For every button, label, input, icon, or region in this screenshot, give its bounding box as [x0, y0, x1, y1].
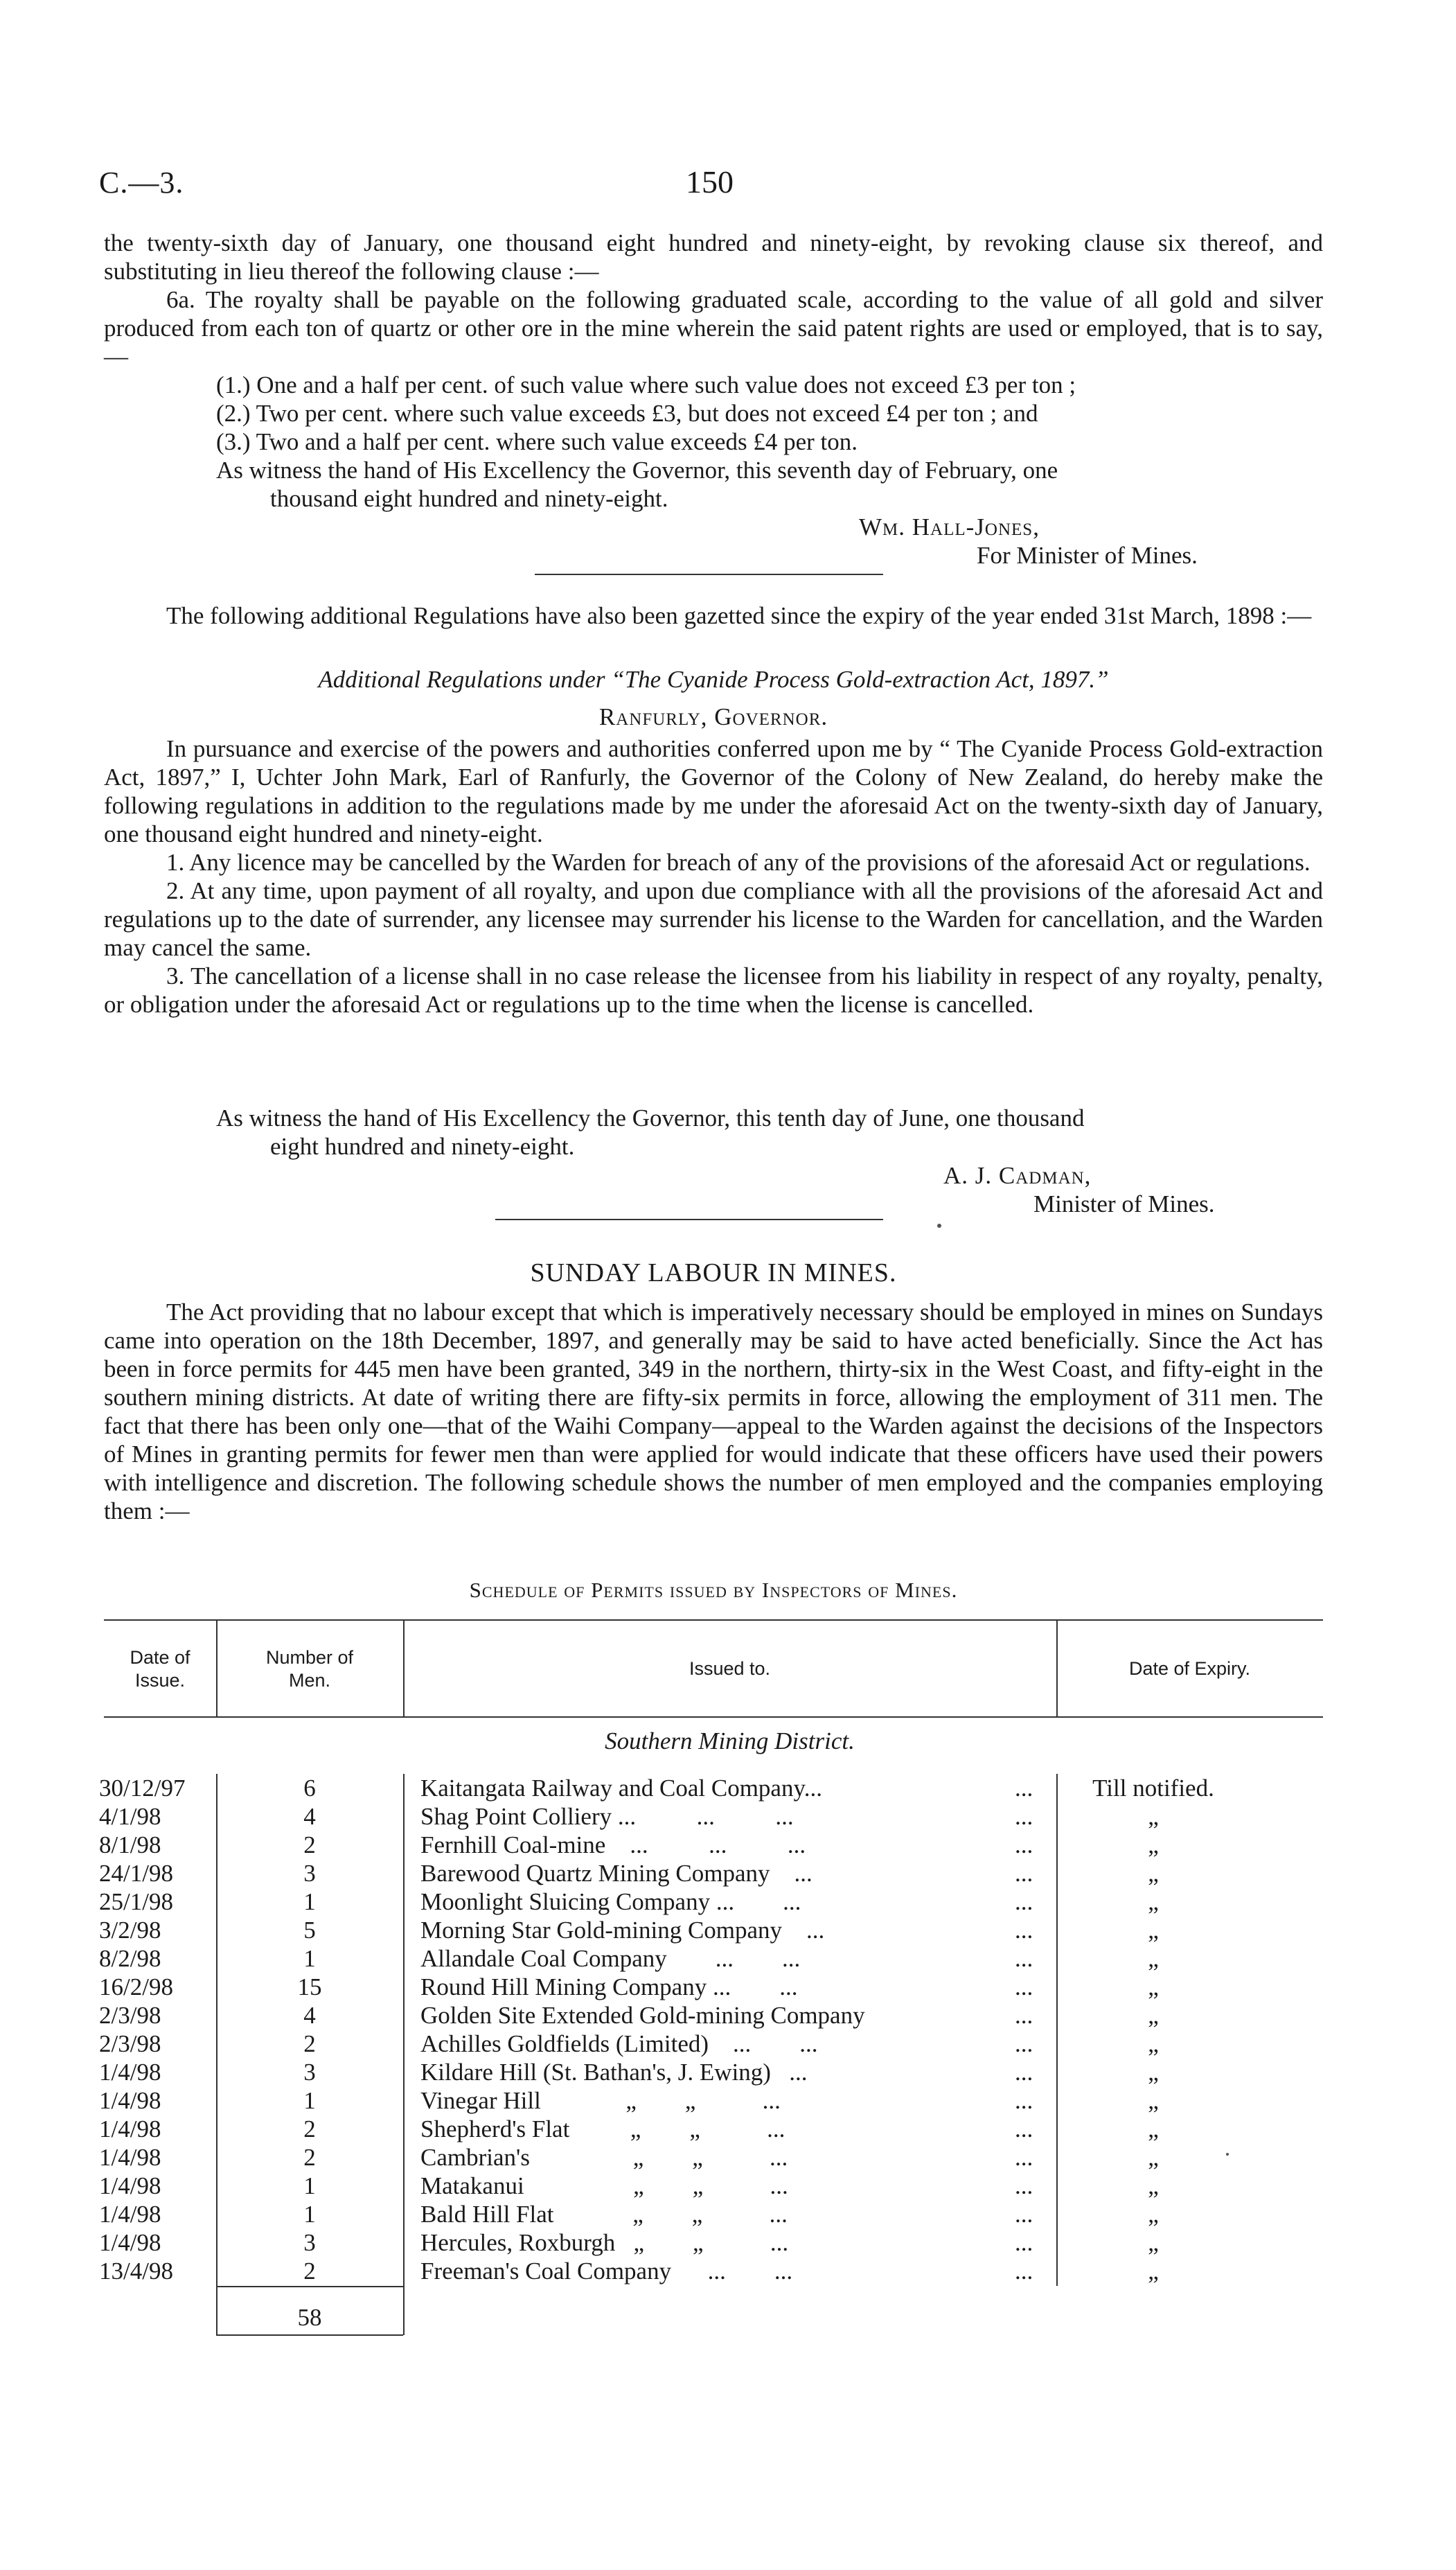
additional-intro-block	[104, 601, 1323, 630]
company-name: Shag Point Colliery ... ... ...	[420, 1803, 794, 1830]
witness-line-1: As witness the hand of His Excellency the Governor, this seventh day of February, one	[216, 457, 1058, 484]
section-heading: SUNDAY LABOUR IN MINES.	[530, 1258, 897, 1287]
series-label: C.—3.	[99, 166, 184, 200]
leader-dots: ...	[1015, 1917, 1033, 1944]
issue-date: 1/4/98	[99, 2087, 161, 2114]
witness2-line-1: As witness the hand of His Excellency the Governor, this tenth day of June, one thousand	[216, 1104, 1085, 1132]
leader-dots: ...	[1015, 2201, 1033, 2228]
ink-speck	[1226, 2153, 1229, 2156]
leader-dots: ...	[1015, 1860, 1033, 1887]
issue-date: 8/2/98	[99, 1945, 161, 1972]
company-name: Matakanui „ „ ...	[420, 2172, 788, 2199]
continuation-paragraph: the twenty-sixth day of January, one thousand eight hundred and ninety-eight, by revoking clause six thereof, and substituting in lieu thereof the following clause :—	[104, 229, 1323, 285]
men-count: 5	[303, 1917, 316, 1944]
men-count: 1	[303, 1888, 316, 1915]
governor-line: Ranfurly, Governor.	[598, 703, 828, 730]
leader-dots: ...	[1015, 1803, 1033, 1830]
company-name: Moonlight Sluicing Company ... ...	[420, 1888, 801, 1915]
issue-date: 13/4/98	[99, 2257, 173, 2285]
issue-date: 4/1/98	[99, 1803, 161, 1830]
table-row	[0, 2228, 1456, 2257]
col-header-men: Number of Men.	[265, 1647, 354, 1691]
table-row	[0, 1802, 1456, 1831]
expiry-date: „	[1148, 2059, 1159, 2086]
regulations-title: Additional Regulations under “The Cyanide Process Gold-extraction Act, 1897.”	[318, 666, 1109, 693]
issue-date: 1/4/98	[99, 2144, 161, 2171]
issue-date: 1/4/98	[99, 2115, 161, 2142]
issue-date: 1/4/98	[99, 2172, 161, 2199]
regulation-1: 1. Any licence may be cancelled by the Warden for breach of any of the provisions of the aforesaid Act or regulations.	[166, 849, 1311, 876]
leader-dots: ...	[1015, 2115, 1033, 2142]
leader-dots: ...	[1015, 1973, 1033, 2000]
men-count: 2	[303, 1831, 316, 1858]
table-row	[0, 2200, 1456, 2228]
table-row	[0, 2086, 1456, 2115]
issue-date: 8/1/98	[99, 1831, 161, 1858]
expiry-date: „	[1148, 1860, 1159, 1887]
leader-dots: ...	[1015, 2229, 1033, 2256]
company-name: Bald Hill Flat „ „ ...	[420, 2201, 788, 2228]
expiry-date: „	[1148, 2144, 1159, 2171]
company-name: Morning Star Gold-mining Company ...	[420, 1917, 825, 1944]
table-row	[0, 1973, 1456, 2001]
leader-dots: ...	[1015, 2257, 1033, 2285]
section-divider	[535, 574, 883, 575]
witness2-line-2: eight hundred and ninety-eight.	[270, 1133, 575, 1160]
issue-date: 1/4/98	[99, 2229, 161, 2256]
signatory2-title: Minister of Mines.	[1033, 1190, 1215, 1217]
expiry-date: „	[1148, 2201, 1159, 2228]
expiry-date: „	[1148, 2115, 1159, 2142]
leader-dots: ...	[1015, 2030, 1033, 2057]
company-name: Fernhill Coal-mine ... ... ...	[420, 1831, 806, 1858]
scale-item-2: (2.) Two per cent. where such value exceeds £3, but does not exceed £4 per ton ; and	[216, 400, 1038, 427]
company-name: Cambrian's „ „ ...	[420, 2144, 788, 2171]
table-row	[0, 2115, 1456, 2143]
expiry-date: Till notified.	[1092, 1775, 1214, 1802]
total-rule	[216, 2286, 403, 2287]
men-count: 6	[303, 1775, 316, 1802]
men-count: 4	[303, 2002, 316, 2029]
men-total: 58	[297, 2304, 322, 2331]
table-row	[0, 1887, 1456, 1916]
company-name: Allandale Coal Company ... ...	[420, 1945, 801, 1972]
table-row	[0, 2001, 1456, 2030]
company-name: Kildare Hill (St. Bathan's, J. Ewing) ...	[420, 2059, 808, 2086]
intro-block	[104, 229, 1323, 371]
expiry-date: „	[1148, 1803, 1159, 1830]
issue-date: 3/2/98	[99, 1917, 161, 1944]
leader-dots: ...	[1015, 1775, 1033, 1802]
total-bottom-rule	[216, 2334, 403, 2336]
regulation-3: 3. The cancellation of a license shall in no case release the licensee from his liability in respect of any royalty, penalty, or obligation under the aforesaid Act or regulations up to the time when the license is cancelled.	[104, 962, 1323, 1018]
expiry-date: „	[1148, 2229, 1159, 2256]
company-name: Achilles Goldfields (Limited) ... ...	[420, 2030, 818, 2057]
leader-dots: ...	[1015, 2144, 1033, 2171]
regulations-body	[104, 734, 1323, 1019]
table-row	[0, 2030, 1456, 2058]
men-count: 2	[303, 2115, 316, 2142]
signatory2-name: A. J. Cadman,	[943, 1162, 1092, 1189]
men-count: 2	[303, 2144, 316, 2171]
expiry-date: „	[1148, 1973, 1159, 2000]
schedule-title: Schedule of Permits issued by Inspectors of Mines.	[469, 1578, 958, 1602]
table-row	[0, 1916, 1456, 1944]
expiry-date: „	[1148, 1888, 1159, 1915]
preamble: In pursuance and exercise of the powers and authorities conferred upon me by “ The Cyanide Process Gold-extraction Act, 1897,” I, Uchter John Mark, Earl of Ranfurly, the Governor of the Colony of New Zealand, do hereby make the following regulations in addition to the regulations made by me under the aforesaid Act on the twenty-sixth day of January, one thousand eight hundred and ninety-eight.	[104, 735, 1323, 847]
expiry-date: „	[1148, 2030, 1159, 2057]
table-row	[0, 1859, 1456, 1887]
table-row	[0, 1831, 1456, 1859]
men-count: 1	[303, 1945, 316, 1972]
expiry-date: „	[1148, 2087, 1159, 2114]
company-name: Freeman's Coal Company ... ...	[420, 2257, 793, 2285]
col-header-expiry: Date of Expiry.	[1128, 1658, 1251, 1679]
sunday-body	[104, 1298, 1323, 1525]
men-count: 2	[303, 2257, 316, 2285]
men-count: 3	[303, 1860, 316, 1887]
leader-dots: ...	[1015, 1831, 1033, 1858]
sunday-paragraph: The Act providing that no labour except that which is imperatively necessary should be employed in mines on Sundays came into operation on the 18th December, 1897, and generally may be said to have acted beneficially. Since the Act has been in force permits for 445 men have been granted, 349 in the northern, thirty-six in the West Coast, and fifty-eight in the southern mining districts. At date of writing there are fifty-six permits in force, allowing the employment of 311 men. The fact that there has been only one—that of the Waihi Company—appeal to the Warden against the decisions of the Inspectors of Mines in granting permits for fewer men than were applied for would indicate that these officers have used their powers with intelligence and discretion. The following schedule shows the number of men employed and the companies employing them :—	[104, 1299, 1323, 1524]
expiry-date: „	[1148, 1831, 1159, 1858]
signatory-title: For Minister of Mines.	[977, 542, 1198, 569]
leader-dots: ...	[1015, 2059, 1033, 2086]
expiry-date: „	[1148, 2002, 1159, 2029]
company-name: Shepherd's Flat „ „ ...	[420, 2115, 785, 2142]
table-row	[0, 1774, 1456, 1802]
section-divider-2	[495, 1219, 883, 1220]
expiry-date: „	[1148, 2172, 1159, 2199]
table-row	[0, 2257, 1456, 2285]
leader-dots: ...	[1015, 1888, 1033, 1915]
regulation-2: 2. At any time, upon payment of all royalty, and upon due compliance with all the provisions of the aforesaid Act and regulations up to the date of surrender, any licensee may surrender his license to the Warden for cancellation, and the Warden may cancel the same.	[104, 877, 1323, 961]
district-label: Southern Mining District.	[605, 1727, 855, 1754]
men-count: 2	[303, 2030, 316, 2057]
issue-date: 24/1/98	[99, 1860, 173, 1887]
expiry-date: „	[1148, 1945, 1159, 1972]
scale-item-3: (3.) Two and a half per cent. where such value exceeds £4 per ton.	[216, 428, 858, 455]
men-count: 15	[297, 1973, 322, 2000]
issue-date: 1/4/98	[99, 2059, 161, 2086]
leader-dots: ...	[1015, 2087, 1033, 2114]
issue-date: 2/3/98	[99, 2002, 161, 2029]
table-top-rule	[104, 1619, 1323, 1621]
men-count: 1	[303, 2172, 316, 2199]
col-header-issued: Issued to.	[689, 1658, 771, 1679]
company-name: Round Hill Mining Company ... ...	[420, 1973, 798, 2000]
men-count: 4	[303, 1803, 316, 1830]
table-row	[0, 2143, 1456, 2172]
company-name: Kaitangata Railway and Coal Company...	[420, 1775, 822, 1802]
issue-date: 30/12/97	[99, 1775, 186, 1802]
table-row	[0, 2058, 1456, 2086]
table-row	[0, 1944, 1456, 1973]
men-count: 3	[303, 2229, 316, 2256]
table-row	[0, 2172, 1456, 2200]
signatory-name: Wm. Hall-Jones,	[859, 513, 1040, 540]
issue-date: 25/1/98	[99, 1888, 173, 1915]
leader-dots: ...	[1015, 1945, 1033, 1972]
witness-line-2: thousand eight hundred and ninety-eight.	[270, 485, 668, 512]
issue-date: 16/2/98	[99, 1973, 173, 2000]
leader-dots: ...	[1015, 2172, 1033, 2199]
clause-6a: 6a. The royalty shall be payable on the following graduated scale, according to the value of all gold and silver produced from each ton of quartz or other ore in the mine wherein the said patent rights are used or employed, that is to say,—	[104, 286, 1323, 370]
issue-date: 1/4/98	[99, 2201, 161, 2228]
scale-item-1: (1.) One and a half per cent. of such value where such value does not exceed £3 per ton ;	[216, 371, 1076, 398]
expiry-date: „	[1148, 2257, 1159, 2285]
company-name: Vinegar Hill „ „ ...	[420, 2087, 781, 2114]
company-name: Hercules, Roxburgh „ „ ...	[420, 2229, 789, 2256]
additional-intro: The following additional Regulations have also been gazetted since the expiry of the year ended 31st March, 1898 :—	[166, 602, 1312, 629]
men-count: 3	[303, 2059, 316, 2086]
table-header-rule	[104, 1716, 1323, 1718]
ink-speck	[937, 1224, 941, 1228]
col-header-date: Date of Issue.	[130, 1647, 190, 1691]
men-count: 1	[303, 2201, 316, 2228]
expiry-date: „	[1148, 1917, 1159, 1944]
company-name: Barewood Quartz Mining Company ...	[420, 1860, 813, 1887]
page-number: 150	[686, 164, 734, 200]
leader-dots: ...	[1015, 2002, 1033, 2029]
company-name: Golden Site Extended Gold-mining Company	[420, 2002, 865, 2029]
issue-date: 2/3/98	[99, 2030, 161, 2057]
men-count: 1	[303, 2087, 316, 2114]
